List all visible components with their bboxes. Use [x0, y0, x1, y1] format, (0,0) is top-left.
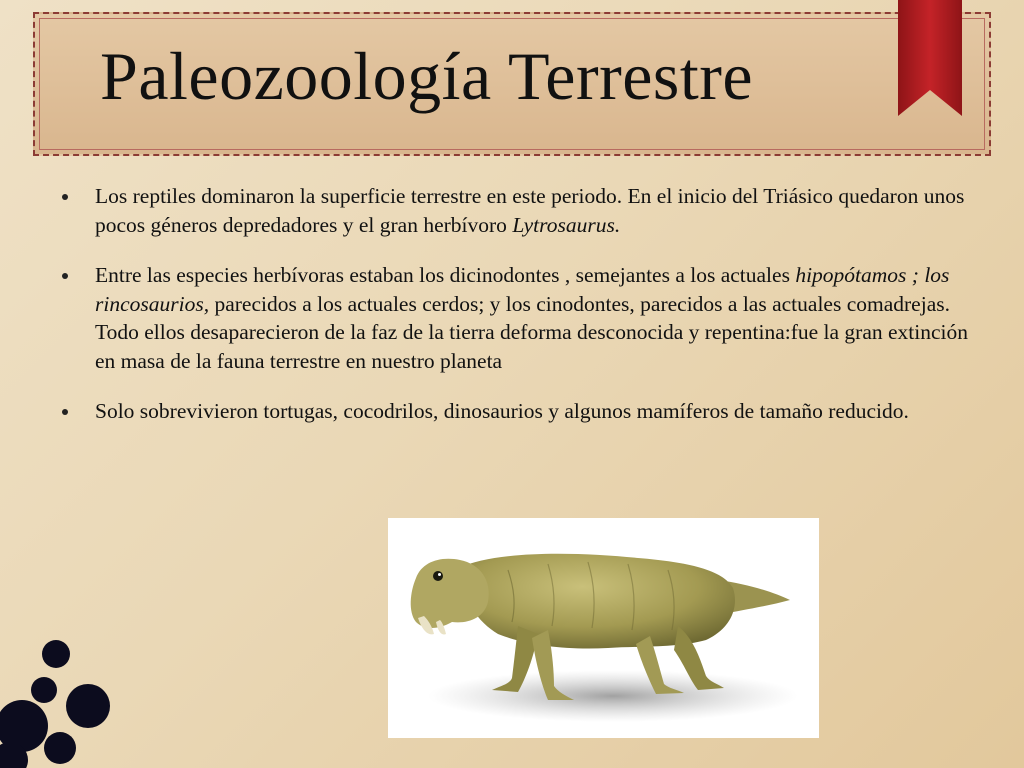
bullet-item: [62, 261, 972, 375]
slide-title: Paleozoología Terrestre: [100, 38, 754, 114]
bullet-list: [62, 182, 972, 448]
bullet-text: Solo sobrevivieron tortugas, cocodrilos, dinosaurios y algunos mamíferos de tamaño reducido.: [95, 399, 909, 423]
dicynodont-drawing: [388, 518, 819, 738]
bullet-text: Los reptiles dominaron la superficie terrestre en este periodo. En el inicio del Triásico quedaron unos pocos géneros depredadores y el gran herbívoro: [95, 184, 965, 237]
ink-blot-decoration: [0, 630, 120, 768]
bullet-italic-text: hipopótamos ; los rincosaurios,: [95, 263, 950, 316]
bullet-item: [62, 182, 972, 239]
dicynodont-illustration: [388, 518, 819, 738]
bullet-item: [62, 397, 972, 426]
bullet-text: parecidos a los actuales cerdos; y los cinodontes, parecidos a las actuales comadrejas. Todo ellos desaparecieron de la faz de la tierra deforma desconocida y repentina:fue la gran extinción en masa de la fauna terrestre en nuestro planeta: [95, 291, 969, 373]
bullet-dot-icon: [62, 273, 68, 279]
bookmark-ribbon-icon: [898, 0, 962, 118]
bullet-dot-icon: [62, 409, 68, 415]
bullet-dot-icon: [62, 194, 68, 200]
bullet-italic-text: Lytrosaurus.: [512, 212, 621, 237]
bullet-text: Entre las especies herbívoras estaban los dicinodontes , semejantes a los actuales: [95, 263, 796, 287]
